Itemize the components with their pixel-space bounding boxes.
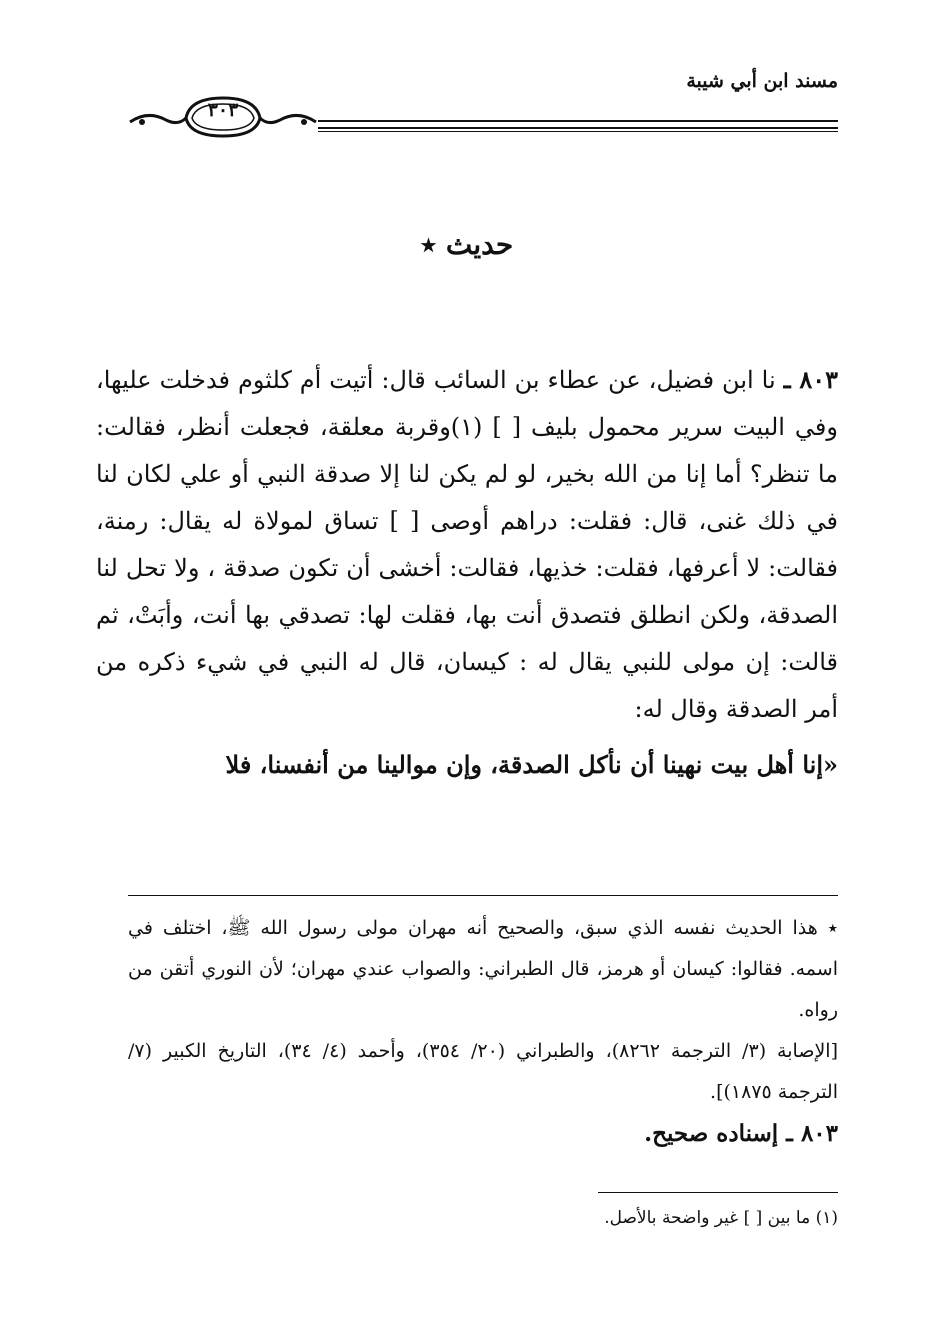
editor-notes — [128, 908, 838, 1155]
hadith-quote: «إنا أهل بيت نهينا أن نأكل الصدقة، وإن موالينا من أنفسنا، فلا — [225, 750, 838, 779]
hadith-number: ٨٠٣ ـ — [783, 365, 839, 394]
page-number: ٣٠٣ — [207, 99, 239, 121]
hadith-paragraph — [96, 356, 838, 733]
footnote: (١) ما بين [ ] غير واضحة بالأصل. — [604, 1208, 838, 1228]
note-grade: ٨٠٣ ـ إسناده صحيح. — [644, 1120, 838, 1147]
header-double-rule — [318, 120, 838, 129]
notes-separator — [128, 895, 838, 896]
header-thin-rule — [318, 131, 838, 132]
book-title: مسند ابن أبي شيبة — [686, 70, 838, 92]
note-identity: ٭ هذا الحديث نفسه الذي سبق، والصحيح أنه مهران مولى رسول الله ﷺ، اختلف في اسمه. فقالوا: كيسان أو هرمز، قال الطبراني: والصواب عندي مهران؛ لأن النوري أتقن من رواه. — [128, 917, 838, 1021]
note-references: [الإصابة (٣/ الترجمة ٨٢٦٢)، والطبراني (٢٠/ ٣٥٤)، وأحمد (٤/ ٣٤)، التاريخ الكبير (٧/ الترجمة ١٨٧٥)]. — [128, 1040, 838, 1103]
hadith-body — [96, 356, 838, 788]
section-heading: حديث ٭ — [420, 228, 514, 261]
footnote-separator — [598, 1192, 838, 1193]
hadith-text: نا ابن فضيل، عن عطاء بن السائب قال: أتيت أم كلثوم فدخلت عليها، وفي البيت سرير محمول بليف [ ] (١)وقربة معلقة، فجعلت أنظر، فقالت: ما تنظر؟ أما إنا من الله بخير، لو لم يكن لنا إلا صدقة النبي أو علي لكان لنا في ذلك غنى، قال: فقلت: دراهم أوصى [ ] تساق لمولاة له يقال: رمنة، فقالت: لا أعرفها، فقلت: خذيها، فقالت: أخشى أن تكون صدقة ، ولا تحل لنا الصدقة، ولكن انطلق فتصدق أنت بها، فقلت لها: تصدقي بها أنت، وأبَتْ، ثم قالت: إن مولى للنبي يقال له : كيسان، قال له النبي في شيء ذكره من أمر الصدقة وقال له: — [96, 366, 839, 723]
